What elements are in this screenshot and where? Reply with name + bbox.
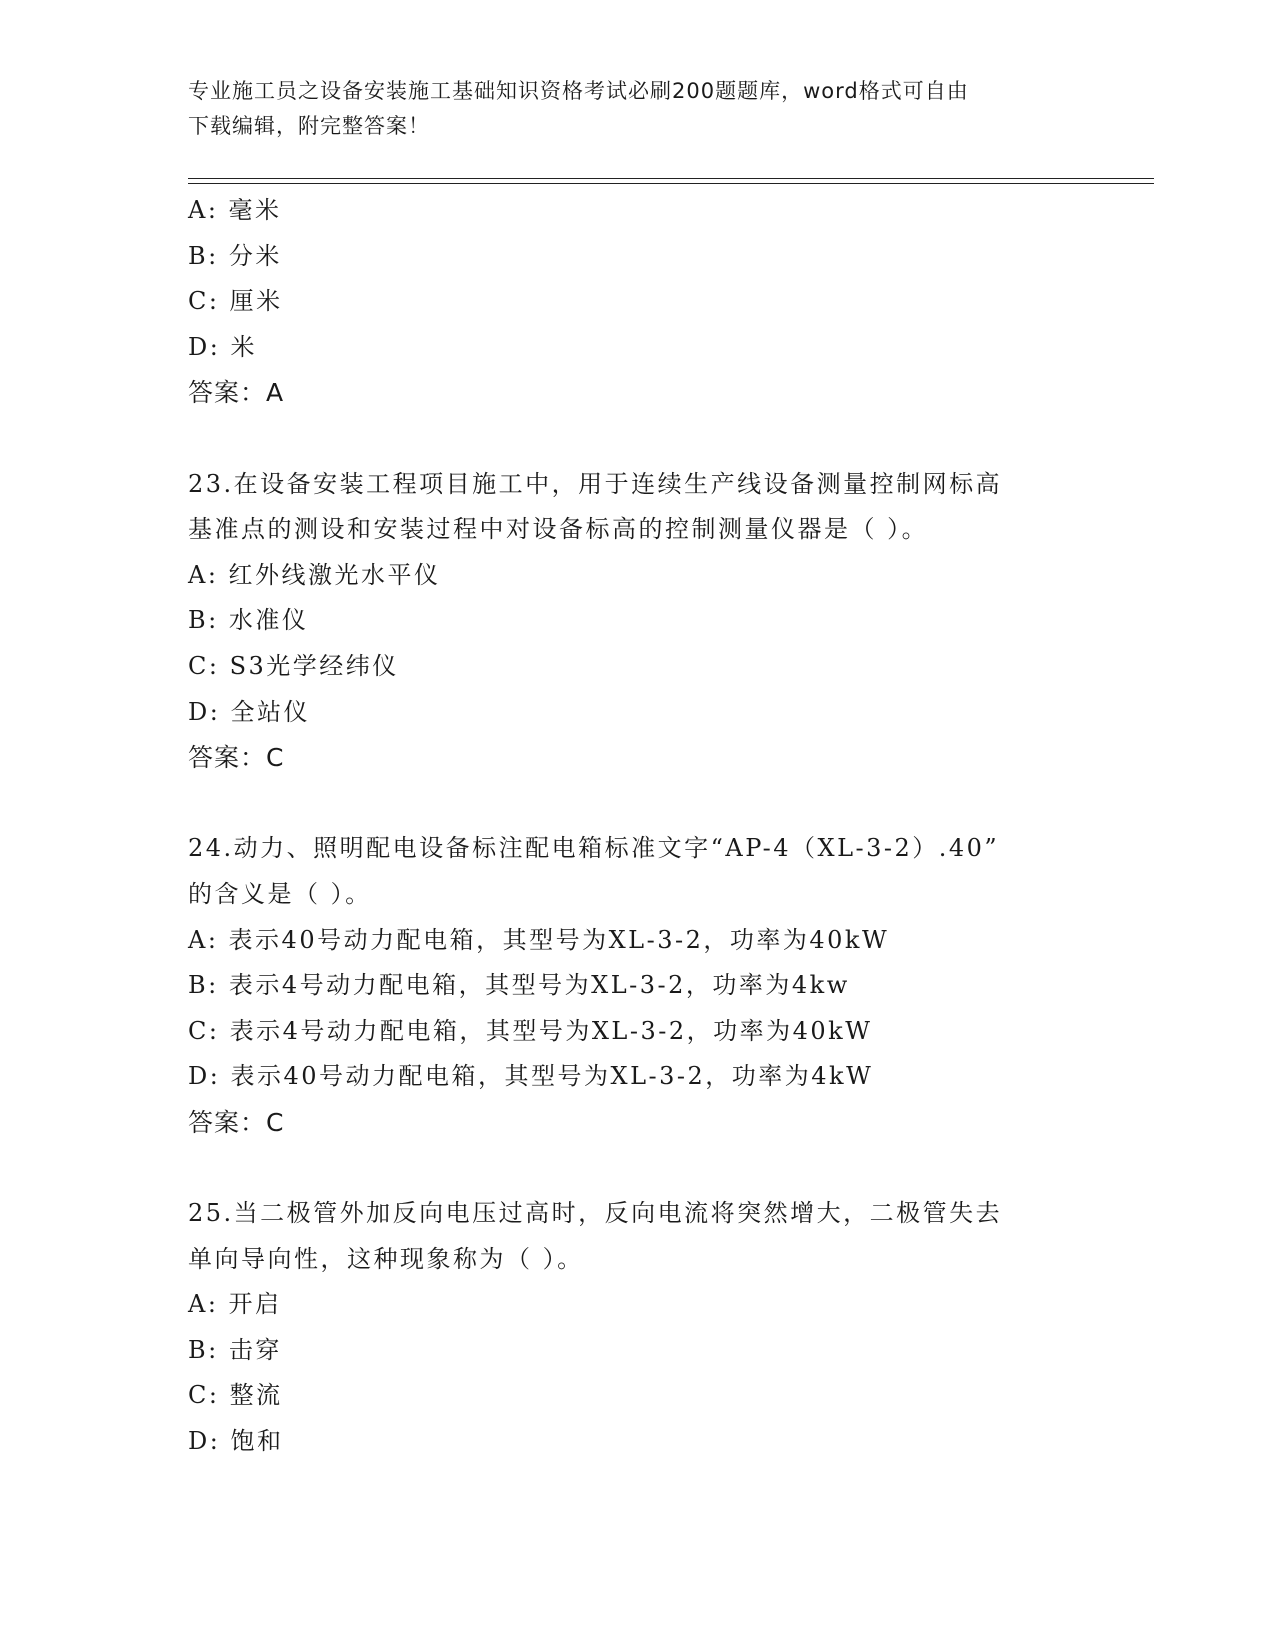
option-a: A: 红外线激光水平仪 [188,560,441,589]
spacer [188,1145,1088,1191]
option-c: C: 整流 [188,1381,283,1410]
header-divider-bottom [188,183,1154,184]
answer: 答案：A [188,378,285,408]
question-content [188,188,1088,1465]
header-line-1: 专业施工员之设备安装施工基础知识资格考试必刷200题题库，word格式可自由 [188,79,969,103]
option-b: B: 分米 [188,241,282,270]
option-d: D: 表示40号动力配电箱，其型号为XL-3-2，功率为4kW [188,1062,874,1091]
question-22 [188,188,1088,416]
question-24 [188,826,1088,1145]
question-stem-line: 25.当二极管外加反向电压过高时，反向电流将突然增大，二极管失去 [188,1199,1003,1228]
option-c: C: 表示4号动力配电箱，其型号为XL-3-2，功率为40kW [188,1016,873,1045]
question-stem-line: 单向导向性，这种现象称为（ ）。 [188,1244,584,1273]
question-stem-line: 的含义是（ ）。 [188,879,372,908]
option-c: C: 厘米 [188,287,283,316]
option-d: D: 饱和 [188,1427,284,1456]
option-a: A: 毫米 [188,196,282,224]
question-stem-line: 24.动力、照明配电设备标注配电箱标准文字“AP-4（XL-3-2）.40” [188,834,1000,863]
option-b: B: 水准仪 [188,606,309,635]
spacer [188,781,1088,827]
option-d: D: 全站仪 [188,697,310,726]
header-divider-top [188,178,1154,179]
page-header [188,74,1068,144]
question-stem-line: 23.在设备安装工程项目施工中，用于连续生产线设备测量控制网标高 [188,469,1003,498]
option-a: A: 表示40号动力配电箱，其型号为XL-3-2，功率为40kW [188,925,890,954]
option-a: A: 开启 [188,1290,282,1319]
option-b: B: 击穿 [188,1335,282,1364]
option-c: C: S3光学经纬仪 [188,651,399,680]
question-23 [188,462,1088,781]
question-stem-line: 基准点的测设和安装过程中对设备标高的控制测量仪器是（ ）。 [188,515,929,544]
option-d: D: 米 [188,332,257,361]
header-line-2: 下载编辑，附完整答案！ [188,114,430,138]
question-25 [188,1191,1088,1465]
spacer [188,416,1088,462]
answer: 答案：C [188,743,285,773]
answer: 答案：C [188,1107,285,1137]
option-b: B: 表示4号动力配电箱，其型号为XL-3-2，功率为4kw [188,971,850,1000]
